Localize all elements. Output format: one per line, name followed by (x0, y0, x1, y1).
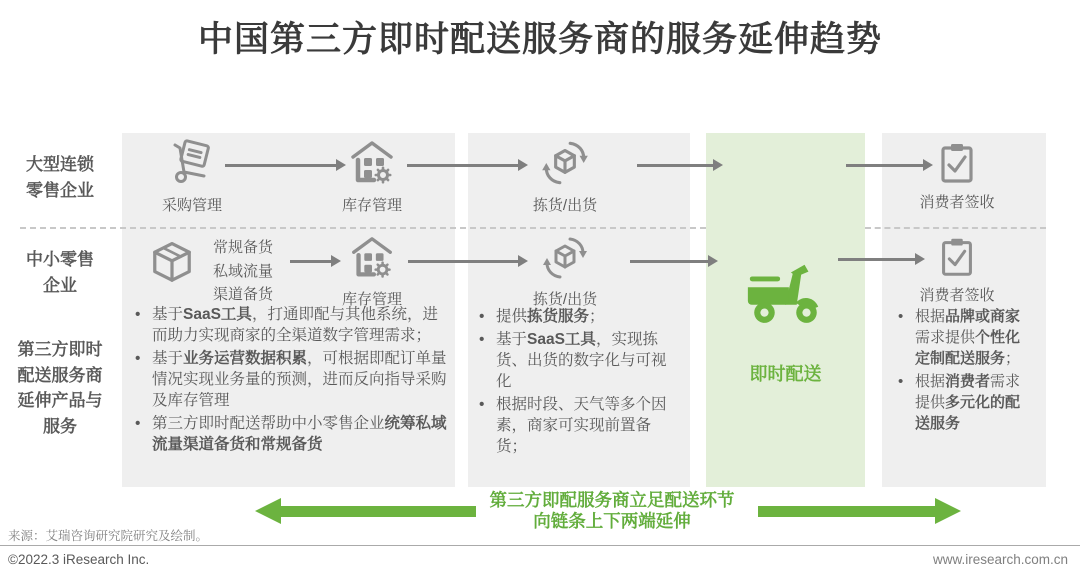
bullets-large-retail-services (130, 304, 448, 458)
station-stocking (143, 236, 201, 290)
flow-arrow (290, 260, 332, 263)
package-box-icon (144, 236, 200, 290)
station-label: 消费者签收 (919, 194, 995, 211)
bullets-picking-services (474, 306, 674, 460)
bullet-item: • 根据消费者需求提供多元化的配送服务 (893, 371, 1033, 434)
row-label-line: 配送服务商 (17, 365, 103, 385)
row-label-third-party-services (0, 337, 120, 439)
row-label-line: 大型连锁 (26, 155, 94, 174)
row-label-sme-retail (0, 247, 120, 298)
bullet-item: • 基于业务运营数据积累，可根据即配订单量情况实现业务量的预测，进而反向指导采购及库存管理 (130, 348, 448, 411)
warehouse-gear-icon (347, 234, 397, 284)
bottom-band-line1: 第三方即配服务商立足配送环节 (489, 490, 735, 510)
bullet-item: • 根据品牌或商家需求提供个性化定制配送服务； (893, 306, 1033, 369)
station-picking-row1 (505, 136, 625, 215)
bullet-item: • 根据时段、天气等多个因素，商家可实现前置备货； (474, 394, 674, 457)
website-text: www.iresearch.com.cn (932, 552, 1068, 567)
copyright-text: ©2022.3 iResearch Inc. (8, 552, 150, 567)
station-instant-delivery (741, 262, 829, 330)
instant-delivery-label: 即时配送 (749, 364, 822, 384)
row-label-line: 第三方即时 (17, 340, 103, 359)
row-label-line: 中小零售 (26, 250, 94, 269)
bullet-item: • 第三方即时配送帮助中小零售企业统筹私域流量渠道备货和常规备货 (130, 413, 448, 455)
bullets-delivery-services (893, 306, 1033, 436)
station-label: 库存管理 (341, 197, 402, 214)
flow-arrow (408, 260, 519, 263)
flow-arrow (630, 260, 709, 263)
stock-private-label (213, 261, 273, 306)
flow-arrow (637, 164, 714, 167)
row-divider-dashed-left (20, 227, 706, 229)
warehouse-gear-icon (346, 138, 398, 190)
bottom-band-line2: 向链条上下两端延伸 (533, 511, 691, 532)
station-inventory-row1 (312, 138, 432, 215)
row-label-line: 延伸产品与 (17, 391, 103, 410)
row-label-line: 企业 (43, 275, 77, 295)
flow-arrow (225, 164, 337, 167)
stock-regular-label: 常规备货 (213, 239, 274, 256)
station-picking-row2 (505, 232, 625, 309)
station-procurement (132, 138, 252, 215)
extend-right-arrow (758, 506, 936, 517)
cube-sync-icon (538, 136, 592, 190)
bullet-item: • 基于SaaS工具，实现拣货、出货的数字化与可视化 (474, 329, 674, 392)
stock-private-line: 私域流量 (213, 263, 274, 280)
row-label-line: 服务 (43, 416, 77, 436)
station-label: 采购管理 (161, 197, 222, 214)
bullet-item: • 基于SaaS工具，打通即配与其他系统，进而助力实现商家的全渠道数字管理需求； (130, 304, 448, 346)
row-label-line: 零售企业 (26, 180, 94, 200)
station-label: 拣货/出货 (532, 197, 598, 214)
flow-arrow (846, 164, 924, 167)
station-inventory-row2 (312, 234, 432, 309)
source-note: 来源：艾瑞咨询研究院研究及绘制。 (8, 529, 209, 543)
hand-truck-icon (166, 138, 218, 190)
extend-left-arrow (280, 506, 476, 517)
clipboard-check-icon (933, 139, 981, 187)
station-label: 库存管理 (341, 291, 402, 308)
flow-arrow (838, 258, 916, 261)
station-sign-row1 (887, 139, 1027, 212)
row-label-large-chain-retail (0, 152, 120, 203)
bullet-item: • 提供拣货服务； (474, 306, 674, 327)
row-divider-dashed-right (865, 227, 1046, 229)
flow-arrow (407, 164, 519, 167)
station-label: 消费者签收 (919, 287, 995, 304)
footer-divider (0, 545, 1080, 546)
scooter-icon (742, 262, 828, 330)
bottom-band-caption (472, 490, 752, 533)
station-sign-row2 (887, 234, 1027, 305)
stock-private-line: 渠道备货 (213, 285, 274, 303)
page-title: 中国第三方即时配送服务商的服务延伸趋势 (197, 20, 882, 59)
cube-sync-icon (539, 232, 591, 284)
station-label: 拣货/出货 (532, 291, 598, 308)
clipboard-check-icon (934, 234, 980, 280)
